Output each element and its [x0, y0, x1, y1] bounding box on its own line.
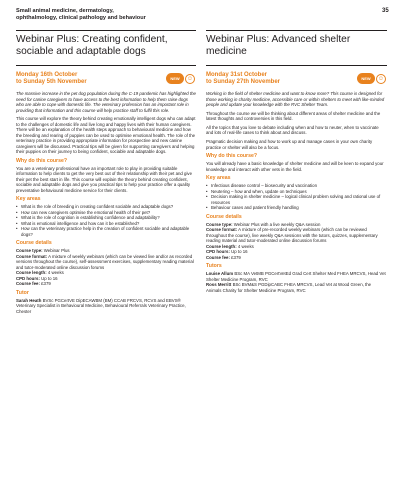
left-why-heading: Why do this course?	[16, 157, 68, 164]
left-why-text: You are a veterinary professional have an important role to play in providing suitable information to help clients to get the very best out of their relationship with their pet and give their pet the best start in life. This course will explain the theory behind creating confident, sociable and adaptable dogs and give you practical tips to help your practice offer a quality preventative behavioural medicine service for their clients.	[16, 165, 193, 193]
right-top-rule	[206, 30, 387, 31]
left-mid-rule	[16, 65, 196, 66]
list-item: • Decision making in shelter medicine – logical clinical problem solving and rational use of resources	[206, 194, 387, 205]
right-title-line1: Webinar Plus: Advanced shelter medicine	[206, 34, 351, 57]
course-format-row	[206, 227, 387, 244]
right-paragraph-2: All the topics that you love to debate including when and how to neuter, when to vaccinate and lots of real-life cases to think about and discuss.	[206, 124, 379, 136]
tutor-bio: BSc MA VetMB PGCertVetEd Grad Cert Shelter Med FHEA MRCVS, Head Vet Shelter Medicine Program, RVC	[206, 271, 386, 282]
right-course-details	[206, 222, 387, 261]
right-paragraph-3: Pragmatic decision making and how to work up and manage cases in your own charity practice or shelter will also be a focus.	[206, 139, 373, 150]
tutor-name: Sarah Heath	[16, 297, 42, 303]
right-mid-rule	[206, 65, 387, 66]
course-length-value: 4 weeks	[47, 270, 64, 276]
right-tutor-1	[206, 271, 387, 282]
left-tutor-heading: Tutor	[16, 289, 29, 296]
right-key-heading: Key areas	[206, 175, 231, 182]
right-details-heading: Course details	[206, 213, 242, 220]
right-why-text: You will already have a basic knowledge of shelter medicine and will be keen to expand your knowledge and interact with other vets in the field.	[206, 161, 384, 172]
right-course-title	[206, 34, 387, 58]
right-course-body	[206, 91, 387, 293]
course-length-label: Course length:	[206, 243, 237, 249]
cpd-hours-value: Up to 16	[41, 275, 58, 281]
course-format-value: A mixture of pre-recorded weekly webinars (which can be reviewed throughout the course), live weekly Q&A sessions with the tutors, quizzes, supplementary reading material and tutor-moderated online discussion forums	[206, 227, 378, 244]
right-course-dates	[206, 72, 280, 87]
course-length-value: 4 weeks	[237, 243, 254, 249]
new-badge: NEW	[166, 73, 184, 84]
right-tutor-heading: Tutors	[206, 263, 222, 270]
list-item: • How can new caregivers optimise the emotional health of their pet?	[16, 210, 196, 216]
course-type-label: Course type:	[206, 221, 233, 227]
right-date-end: to Sunday 27th November	[206, 79, 281, 86]
course-fee-value: £379	[41, 281, 51, 287]
running-header	[16, 8, 146, 22]
smiley-icon: ☺	[186, 75, 194, 82]
course-type-label: Course type:	[16, 248, 43, 254]
running-header-line1: Small animal medicine, dermatology,	[16, 8, 114, 14]
new-badge: NEW	[357, 73, 375, 84]
course-fee-row	[16, 281, 196, 287]
list-item: • Infectious disease control – biosecurity and vaccination	[206, 183, 387, 189]
list-item: • Behaviour cases and patient friendly handling	[206, 205, 387, 211]
right-key-areas-list	[206, 183, 387, 211]
left-title-line1: Webinar Plus: Creating confident,	[16, 34, 168, 45]
tutor-bio: BSc BVM&S PGDipCABC FHEA MRCVS, Lead Vet at Wood Green, the Animals Charity for Shelter Medicine Program, RVC	[206, 282, 372, 293]
course-format-row	[16, 254, 196, 271]
left-intro: The massive increase in the pet dog population during the C-19 pandemic has highlighted the need for canine caregivers to have access to the best information to help them raise dogs who are able to cope with domestic life. The veterinary profession has an important role in providing that information and this course will help practice staff to fulfil this role.	[16, 91, 196, 113]
course-fee-label: Course fee:	[206, 254, 230, 260]
right-date-start: Monday 31st October	[206, 72, 268, 78]
tutor-bio: BVSc PGCertVE DipECAWBM (BM) CCAB FRCVS, RCVS and EBVS® Veterinary Specialist in Behavioural Medicine, Behavioural Referrals Veterinary Practice, Chester	[16, 297, 186, 314]
left-top-rule	[16, 30, 196, 31]
left-title-line2: sociable and adaptable dogs	[16, 46, 146, 57]
left-date-start: Monday 16th October	[16, 72, 78, 78]
list-item: • What is emotional intelligence and how can it be established?	[16, 221, 196, 227]
list-item: • How can the veterinary practice help in the creation of confident sociable and adaptable dogs?	[16, 226, 196, 237]
list-item: • What is the role of cognition in establishing confidence and adaptability?	[16, 215, 196, 221]
left-course-dates	[16, 72, 87, 87]
right-tutor-2	[206, 282, 387, 293]
right-why-heading: Why do this course?	[206, 153, 258, 160]
cpd-hours-label: CPD hours:	[206, 249, 230, 255]
cpd-hours-label: CPD hours:	[16, 275, 40, 281]
tutor-name: Louise Allum	[206, 271, 234, 276]
left-course-body	[16, 91, 196, 314]
course-type-value: Webinar Plus with a live weekly Q&A session	[233, 221, 321, 227]
left-key-heading: Key areas	[16, 196, 41, 203]
smiley-icon: ☺	[377, 75, 385, 82]
left-description: This course will explore the theory behind creating emotionally intelligent dogs who can adapt to the challenges of domestic life and live long and happy lives with their human caregivers. There will be an explanation of the health steps approach to behavioural medicine and how the breeding and rearing of puppies can be used to optimise emotional health. The role of the veterinary practice in providing appropriate information for prospective and new canine caregivers will be discussed. Practical tips will be given for supporting caregivers and helping their puppies on their journey to being confident, sociable and adaptable dogs.	[16, 116, 196, 155]
left-date-end: to Sunday 5th November	[16, 79, 87, 86]
right-paragraph-1: Throughout the course we will be thinking about different areas of shelter medicine and the latest thoughts and controversies in this field.	[206, 110, 381, 122]
list-item: • What is the role of breeding in creating confident sociable and adaptable dogs?	[16, 204, 196, 210]
running-header-line2: ophthalmology, clinical pathology and behaviour	[16, 15, 146, 21]
page-number: 35	[382, 8, 389, 14]
right-intro: Working in the field of shelter medicine and want to know more? This course is designed for those working in charity medicine, accessible care or within shelters to meet with like-minded people and update your knowledge with the RVC Shelter Team.	[206, 91, 385, 107]
course-fee-value: £379	[231, 254, 241, 260]
tutor-name: Ross Merritt	[206, 282, 232, 287]
list-item: • Neutering – how and when, update on techniques	[206, 189, 387, 195]
left-course-title	[16, 34, 196, 58]
course-fee-label: Course fee:	[16, 281, 40, 287]
cpd-hours-value: Up to 16	[231, 249, 248, 255]
course-type-value: Webinar Plus	[43, 248, 70, 254]
left-details-heading: Course details	[16, 240, 52, 247]
course-format-value: A mixture of weekly webinars (which can be viewed live and/or as recorded versions throughout the course), self-assessment exercises, supplementary reading material and tutor-moderated online discussion forums	[16, 253, 194, 270]
left-key-areas-list	[16, 204, 196, 237]
left-course-details	[16, 248, 196, 287]
course-fee-row	[206, 255, 387, 261]
course-format-label: Course format:	[206, 227, 238, 233]
course-length-label: Course length:	[16, 270, 47, 276]
course-format-label: Course format:	[16, 253, 48, 259]
left-tutor	[16, 298, 196, 315]
